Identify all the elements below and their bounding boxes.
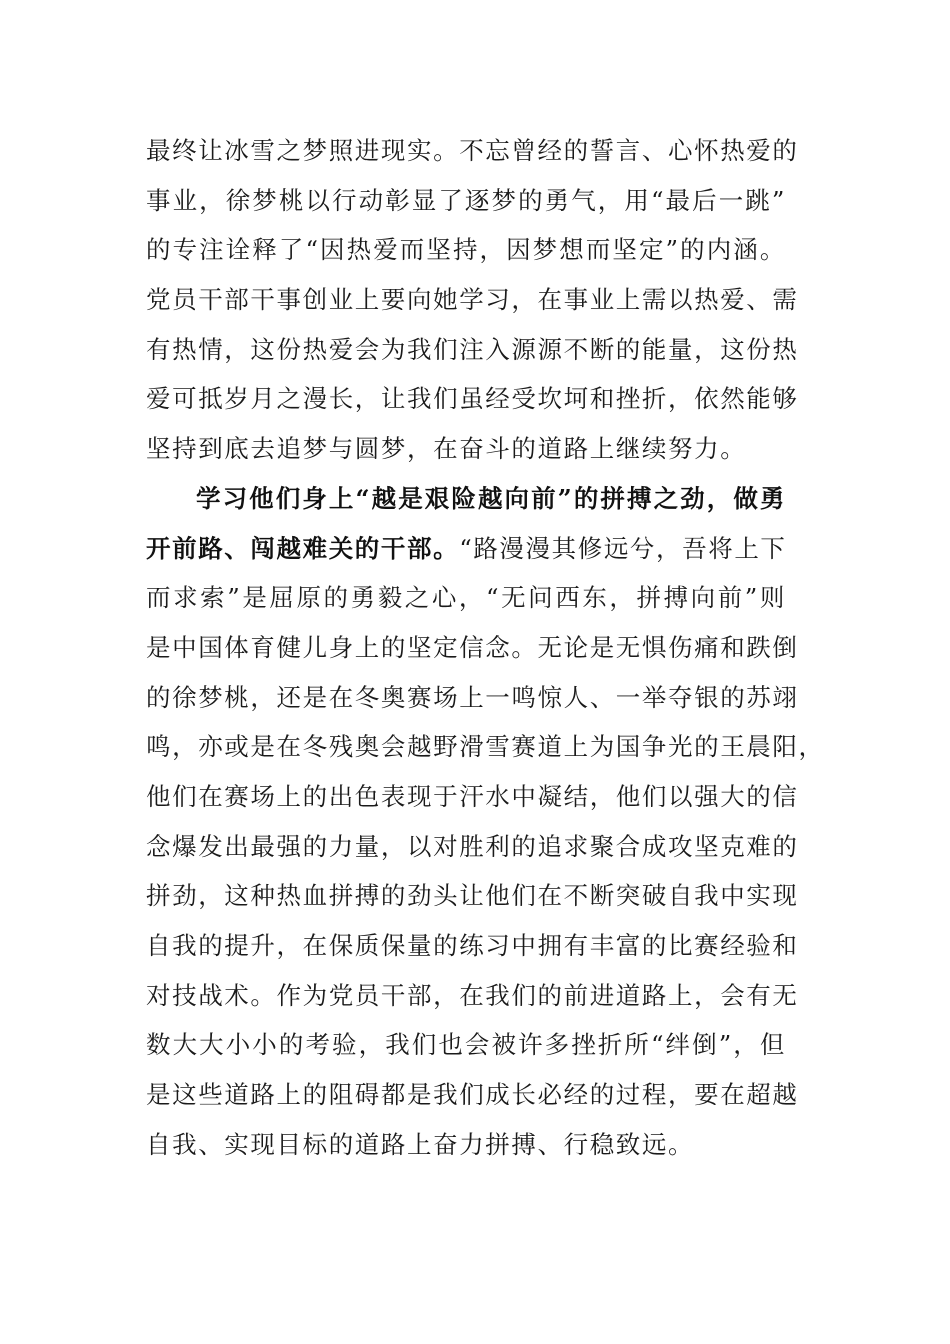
- text-line: [146, 524, 786, 574]
- text-line: 的专注诠释了“因热爱而坚持，因梦想而坚定”的内涵。: [146, 235, 786, 265]
- text-line: 而求索”是屈原的勇毅之心，“无问西东，拼搏向前”则: [146, 583, 786, 613]
- text-line: 最终让冰雪之梦照进现实。不忘曾经的誓言、心怀热爱的: [146, 136, 799, 165]
- text-line: 党员干部干事创业上要向她学习，在事业上需以热爱、需: [146, 285, 799, 315]
- text-line: 事业，徐梦桃以行动彰显了逐梦的勇气，用“最后一跳”: [146, 185, 786, 215]
- text-line: 的徐梦桃，还是在冬奥赛场上一鸣惊人、一举夺银的苏翊: [146, 682, 799, 712]
- paragraph-heading-end: 开前路、闯越难关的干部。: [146, 533, 460, 563]
- text-line: 数大大小小的考验，我们也会被许多挫折所“绊倒”，但: [146, 1030, 786, 1060]
- text-line: 有热情，这份热爱会为我们注入源源不断的能量，这份热: [146, 334, 799, 364]
- text-line: 自我、实现目标的道路上奋力拼搏、行稳致远。: [146, 1129, 695, 1159]
- text-line: 对技战术。作为党员干部，在我们的前进道路上，会有无: [146, 980, 799, 1010]
- text-line: 坚持到底去追梦与圆梦，在奋斗的道路上继续努力。: [146, 434, 747, 464]
- text-line: 鸣，亦或是在冬残奥会越野滑雪赛道上为国争光的王晨阳，: [146, 732, 825, 762]
- paragraph-heading: 学习他们身上“越是艰险越向前”的拼搏之劲，做勇: [196, 483, 786, 513]
- text-line: 是中国体育健儿身上的坚定信念。无论是无惧伤痛和跌倒: [146, 632, 799, 662]
- text-line: 他们在赛场上的出色表现于汗水中凝结，他们以强大的信: [146, 781, 799, 811]
- text-line: 爱可抵岁月之漫长，让我们虽经受坎坷和挫折，依然能够: [146, 384, 799, 414]
- text-line: 是这些道路上的阻碍都是我们成长必经的过程，要在超越: [146, 1080, 799, 1110]
- text-line: 自我的提升，在保质保量的练习中拥有丰富的比赛经验和: [146, 931, 799, 960]
- paragraph-2: [146, 474, 825, 1170]
- body-text: [146, 126, 825, 1169]
- paragraph-text-start: “路漫漫其修远兮，吾将上下: [459, 533, 787, 563]
- text-line: 念爆发出最强的力量，以对胜利的追求聚合成攻坚克难的: [146, 831, 799, 861]
- paragraph-1: [146, 126, 799, 474]
- text-line: 拼劲，这种热血拼搏的劲头让他们在不断突破自我中实现: [146, 881, 799, 911]
